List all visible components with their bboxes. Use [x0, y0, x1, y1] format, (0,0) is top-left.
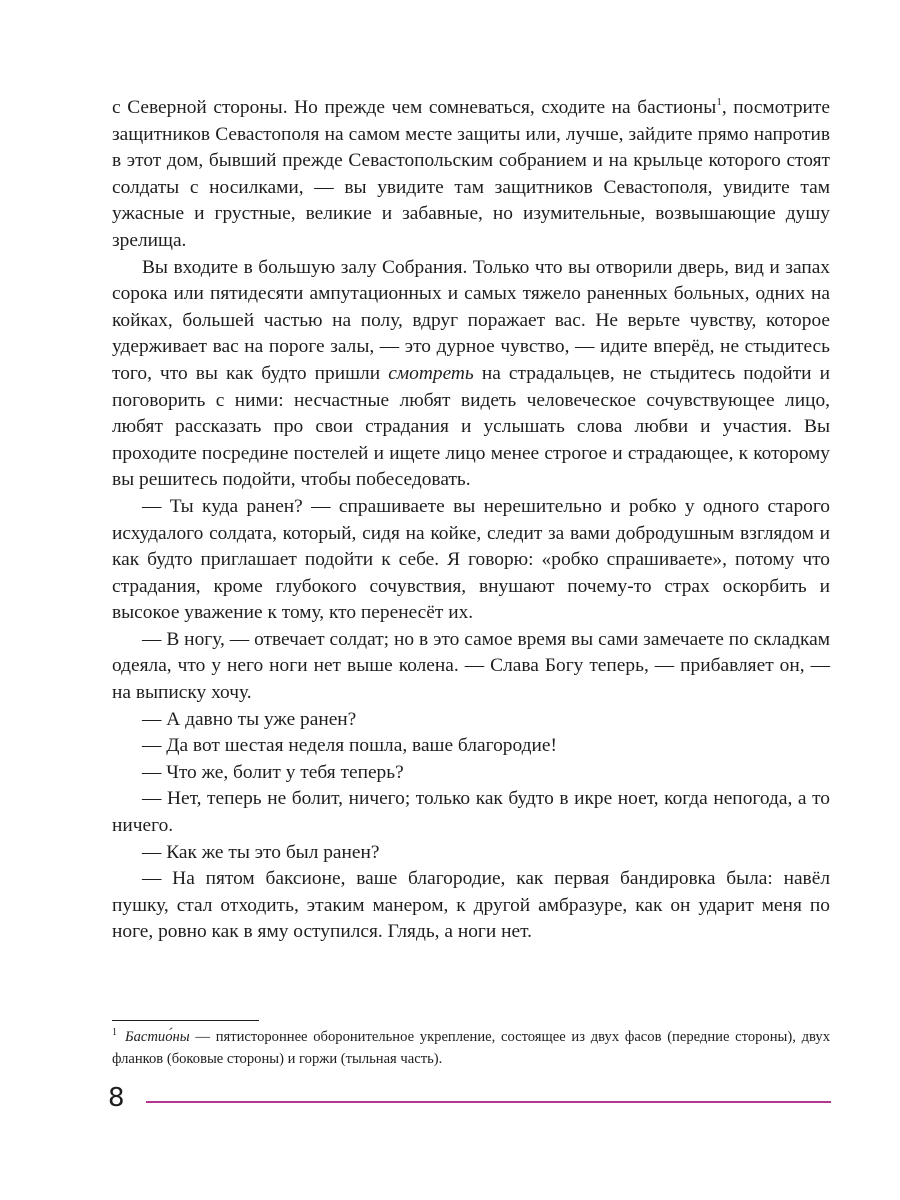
- dialogue-line: — Да вот шестая неделя пошла, ваше благородие!: [142, 735, 557, 757]
- footnote-mark: 1: [112, 1027, 117, 1038]
- footnote: [112, 1027, 830, 1070]
- dialogue-line: — Ты куда ранен? — спрашиваете вы нерешительно и робко у одного старого исхудалого солдата, который, сидя на койке, следит за вами добродушным взглядом и как будто приглашает подойти к себе. Я говорю: «робко спрашиваете», потому что страдания, кроме глубокого сочувствия, внушают почему-то страх оскорбить и высокое уважение к тому, кто перенесёт их.: [112, 495, 830, 624]
- dialogue-line: — Как же ты это был ранен?: [142, 841, 380, 863]
- dialogue-line: — На пятом баксионе, ваше благородие, как первая бандировка была: навёл пушку, стал отходить, этаким манером, к другой амбразуре, как он ударит меня по ноге, ровно как в яму оступился. Глядь, а ноги нет.: [112, 868, 830, 943]
- paragraph: Вы входите в большую залу Собрания. Только что вы отворили дверь, вид и запах сорока или пятидесяти ампутационных и самых тяжело раненных больных, одних на койках, большей частью на полу, вдруг поражает вас. Не верьте чувству, которое удерживает вас на пороге залы, — это дурное чувство, — идите вперёд, не стыдитесь того, что вы как будто пришли смотреть на страдальцев, не стыдитесь подойти и поговорить с ними: несчастные любят видеть человеческое сочувствующее лицо, любят рассказать про свои страдания и услышать слова любви и участия. Вы проходите посредине постелей и ищете лицо менее строгое и страдающее, к которому вы решитесь подойти, чтобы побеседовать.: [112, 256, 830, 491]
- paragraph: с Северной стороны. Но прежде чем сомневаться, сходите на бастионы$^1$, посмотрите защитников Севастополя на самом месте защиты или, лучше, зайдите прямо напротив в этот дом, бывший прежде Севастопольским собранием и на крыльце которого стоят солдаты с носилками, — вы увидите там защитников Севастополя, увидите там ужасные и грустные, великие и забавные, но изумительные, возвышающие душу зрелища.: [112, 96, 830, 251]
- dialogue-line: — Что же, болит у тебя теперь?: [142, 761, 404, 783]
- emphasis: смотреть: [388, 362, 474, 384]
- footnote-text: — пятистороннее оборонительное укрепление, состоящее из двух фасов (передние стороны), двух фланков (боковые стороны) и горжи (тыльная часть).: [112, 1029, 830, 1067]
- footnote-ref[interactable]: 1: [716, 96, 722, 108]
- footnote-term: Бастио́ны: [125, 1029, 190, 1045]
- page-footer-rule: [146, 1101, 831, 1103]
- main-text: [112, 95, 830, 946]
- page-number: 8: [108, 1083, 124, 1113]
- dialogue-line: — В ногу, — отвечает солдат; но в это самое время вы сами замечаете по складкам одеяла, что у него ноги нет выше колена. — Слава Богу теперь, — прибавляет он, — на выписку хочу.: [112, 628, 830, 704]
- footnote-divider: [112, 1020, 259, 1021]
- dialogue-line: — А давно ты уже ранен?: [142, 708, 357, 730]
- dialogue-line: — Нет, теперь не болит, ничего; только как будто в икре ноет, когда непогода, а то ничего.: [112, 788, 830, 837]
